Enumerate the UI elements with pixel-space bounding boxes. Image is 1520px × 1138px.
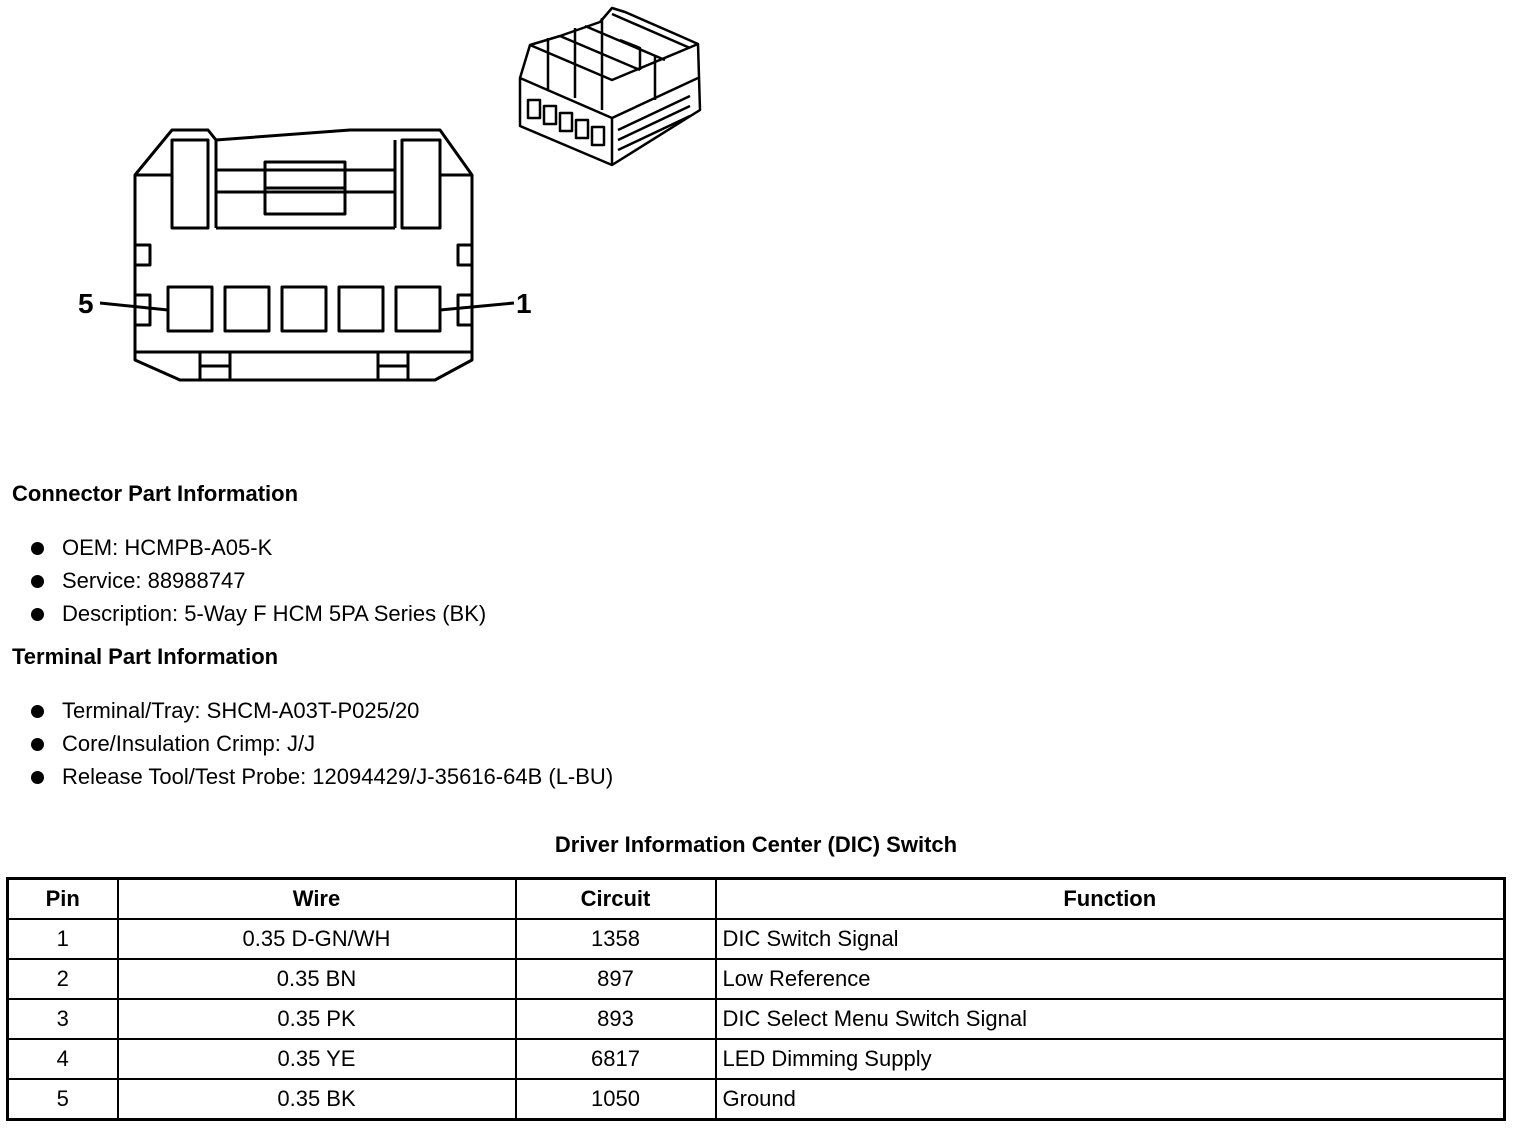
cell-wire: 0.35 PK <box>118 999 516 1039</box>
bullet-icon <box>31 705 44 718</box>
cell-circuit: 1358 <box>516 919 716 959</box>
cell-wire: 0.35 D-GN/WH <box>118 919 516 959</box>
cell-pin: 5 <box>8 1079 118 1120</box>
pin-table <box>6 877 1506 1121</box>
list-item-text: Description: 5-Way F HCM 5PA Series (BK) <box>62 601 487 626</box>
pin-label-1: 1 <box>516 288 532 319</box>
table-row <box>8 959 1505 999</box>
connector-face-view <box>100 130 514 380</box>
table-row <box>8 1079 1505 1120</box>
column-header-pin: Pin <box>8 879 118 920</box>
list-item-text: OEM: HCMPB-A05-K <box>62 535 273 560</box>
bullet-icon <box>31 771 44 784</box>
bullet-icon <box>31 542 44 555</box>
table-row <box>8 999 1505 1039</box>
cell-pin: 3 <box>8 999 118 1039</box>
cell-circuit: 893 <box>516 999 716 1039</box>
terminal-part-info-list <box>28 697 613 796</box>
cavity-3 <box>282 287 326 331</box>
connector-diagram <box>0 0 760 420</box>
column-header-wire: Wire <box>118 879 516 920</box>
bullet-icon <box>31 575 44 588</box>
cell-function: Low Reference <box>716 959 1505 999</box>
connector-part-info-heading: Connector Part Information <box>12 481 299 506</box>
list-item <box>28 567 486 600</box>
cavity-4 <box>225 287 269 331</box>
cell-function: DIC Switch Signal <box>716 919 1505 959</box>
cell-function: DIC Select Menu Switch Signal <box>716 999 1505 1039</box>
cell-pin: 2 <box>8 959 118 999</box>
cell-function: LED Dimming Supply <box>716 1039 1505 1079</box>
column-header-circuit: Circuit <box>516 879 716 920</box>
cell-wire: 0.35 BN <box>118 959 516 999</box>
cavity-2 <box>339 287 383 331</box>
cell-circuit: 1050 <box>516 1079 716 1120</box>
cell-function: Ground <box>716 1079 1505 1120</box>
list-item <box>28 534 486 567</box>
cell-circuit: 6817 <box>516 1039 716 1079</box>
list-item-text: Terminal/Tray: SHCM-A03T-P025/20 <box>62 698 420 723</box>
table-header-row <box>8 879 1505 920</box>
connector-part-info-list <box>28 534 486 633</box>
cell-pin: 1 <box>8 919 118 959</box>
table-row <box>8 1039 1505 1079</box>
table-row <box>8 919 1505 959</box>
cell-wire: 0.35 BK <box>118 1079 516 1120</box>
cavity-5 <box>168 287 212 331</box>
bullet-icon <box>31 738 44 751</box>
cell-wire: 0.35 YE <box>118 1039 516 1079</box>
cell-circuit: 897 <box>516 959 716 999</box>
connector-isometric-view <box>520 8 700 165</box>
list-item-text: Core/Insulation Crimp: J/J <box>62 731 316 756</box>
bullet-icon <box>31 608 44 621</box>
list-item-text: Service: 88988747 <box>62 568 246 593</box>
list-item-text: Release Tool/Test Probe: 12094429/J-35616-64B (L-BU) <box>62 764 614 789</box>
cavity-1 <box>396 287 440 331</box>
table-title: Driver Information Center (DIC) Switch <box>554 832 958 857</box>
terminal-part-info-heading: Terminal Part Information <box>12 644 279 669</box>
list-item <box>28 600 486 633</box>
list-item <box>28 697 613 730</box>
list-item <box>28 763 613 796</box>
pin-label-5: 5 <box>78 288 94 319</box>
cell-pin: 4 <box>8 1039 118 1079</box>
list-item <box>28 730 613 763</box>
column-header-function: Function <box>716 879 1505 920</box>
